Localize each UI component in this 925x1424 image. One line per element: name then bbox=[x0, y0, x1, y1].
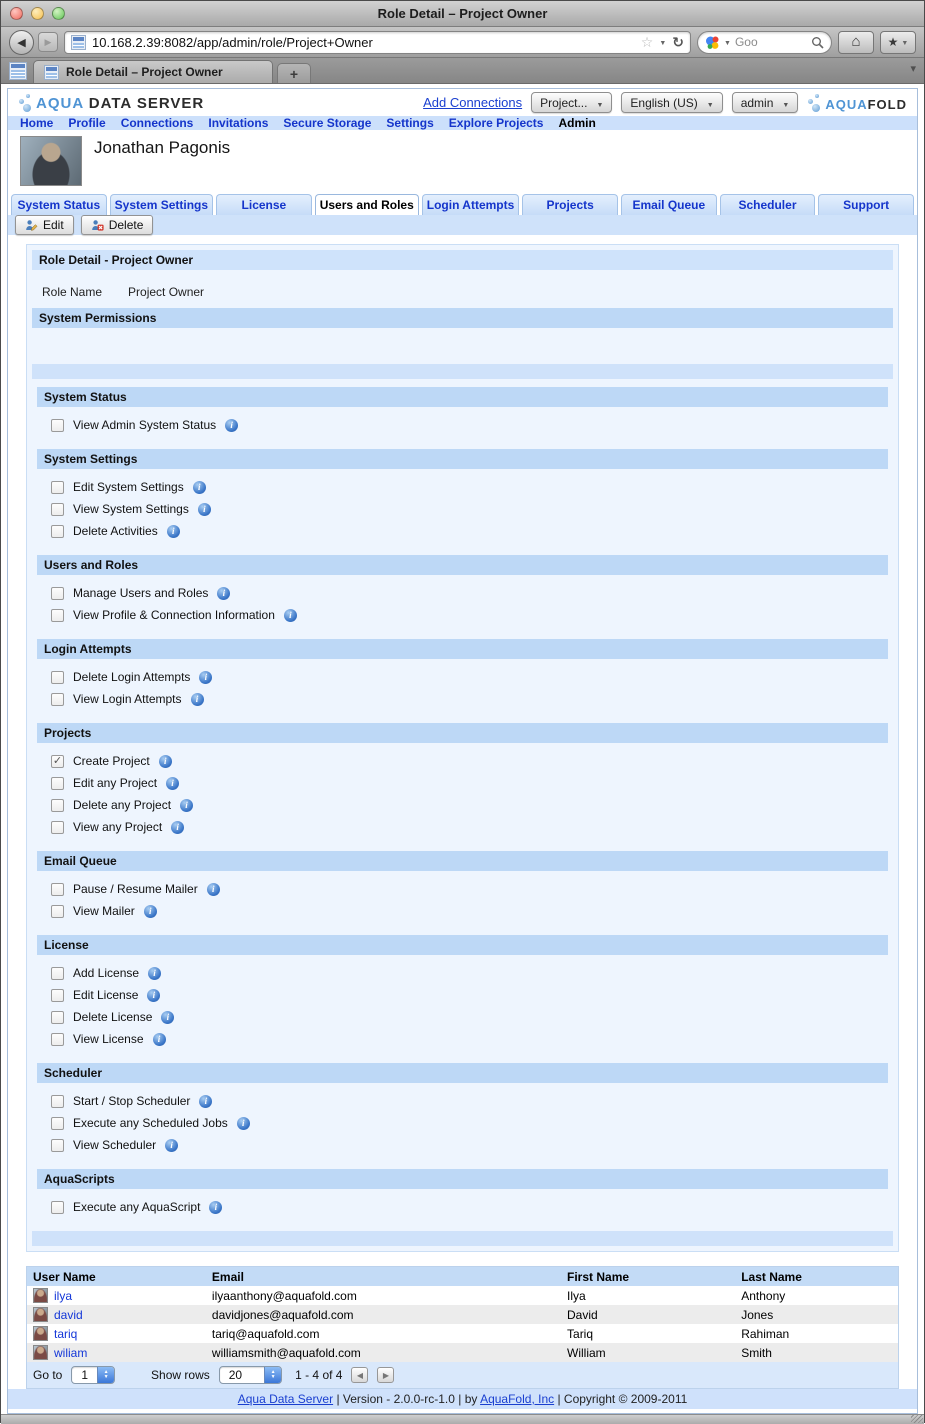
nav-item-profile[interactable]: Profile bbox=[68, 116, 106, 130]
permission-checkbox[interactable] bbox=[51, 1011, 64, 1024]
permission-item bbox=[37, 1090, 888, 1112]
bubbles-icon bbox=[18, 94, 34, 112]
permission-label: Manage Users and Roles bbox=[73, 586, 209, 600]
info-icon[interactable] bbox=[191, 693, 204, 706]
edit-user-icon bbox=[25, 219, 38, 232]
permission-label: Delete License bbox=[73, 1010, 153, 1024]
section-header: AquaScripts bbox=[37, 1169, 888, 1189]
search-text[interactable]: Goo bbox=[734, 35, 758, 49]
permission-label: Delete any Project bbox=[73, 798, 172, 812]
info-icon[interactable] bbox=[284, 609, 297, 622]
info-icon[interactable] bbox=[144, 905, 157, 918]
table-header-row bbox=[27, 1267, 898, 1286]
section-header: License bbox=[37, 935, 888, 955]
nav-item-connections[interactable]: Connections bbox=[120, 116, 194, 130]
nav-item-secure-storage[interactable]: Secure Storage bbox=[283, 116, 372, 130]
stepper-arrows-icon[interactable] bbox=[264, 1367, 281, 1383]
section-aquascripts bbox=[37, 1169, 888, 1218]
user-last-name: Anthony bbox=[741, 1288, 786, 1303]
section-license bbox=[37, 935, 888, 1050]
address-bar[interactable] bbox=[64, 31, 691, 54]
tab-support[interactable]: Support bbox=[818, 194, 914, 215]
user-first-name: Tariq bbox=[567, 1326, 594, 1341]
main-nav bbox=[8, 116, 917, 130]
permission-label: Edit System Settings bbox=[73, 480, 184, 494]
section-login-attempts bbox=[37, 639, 888, 710]
section-header: Users and Roles bbox=[37, 555, 888, 575]
section-email-queue bbox=[37, 851, 888, 922]
search-engine-dropdown-icon[interactable] bbox=[724, 37, 731, 47]
nav-item-settings[interactable]: Settings bbox=[386, 116, 434, 130]
spacer bbox=[32, 328, 893, 364]
permission-checkbox[interactable] bbox=[51, 989, 64, 1002]
divider bbox=[32, 364, 893, 379]
permission-item bbox=[37, 414, 888, 436]
zoom-window-button[interactable] bbox=[52, 7, 65, 20]
logo-aqua: AQUA bbox=[36, 94, 84, 112]
user-name-link[interactable]: wiliam bbox=[54, 1345, 88, 1360]
row-avatar bbox=[33, 1288, 48, 1303]
permission-item bbox=[37, 962, 888, 984]
permission-checkbox[interactable] bbox=[51, 1201, 64, 1214]
permission-checkbox[interactable] bbox=[51, 755, 64, 768]
page-stepper[interactable] bbox=[71, 1366, 115, 1384]
rows-stepper[interactable] bbox=[219, 1366, 282, 1384]
chevron-down-icon bbox=[782, 96, 789, 110]
permission-sections bbox=[37, 387, 888, 1218]
info-icon[interactable] bbox=[161, 1011, 174, 1024]
permission-checkbox[interactable] bbox=[51, 671, 64, 684]
permission-checkbox[interactable] bbox=[51, 967, 64, 980]
role-name-row bbox=[32, 270, 893, 308]
bookmark-star-icon[interactable] bbox=[641, 34, 654, 51]
row-avatar bbox=[33, 1307, 48, 1322]
permission-item bbox=[37, 900, 888, 922]
user-dropdown[interactable] bbox=[732, 92, 799, 113]
system-permissions-header: System Permissions bbox=[32, 308, 893, 328]
permission-checkbox[interactable] bbox=[51, 777, 64, 790]
info-icon[interactable] bbox=[193, 481, 206, 494]
permission-label: View Profile & Connection Information bbox=[73, 608, 275, 622]
tab-projects[interactable]: Projects bbox=[522, 194, 618, 215]
permission-label: Add License bbox=[73, 966, 140, 980]
info-icon[interactable] bbox=[180, 799, 193, 812]
browser-toolbar bbox=[1, 27, 924, 58]
info-icon[interactable] bbox=[199, 1095, 212, 1108]
permission-checkbox[interactable] bbox=[51, 609, 64, 622]
delete-user-icon bbox=[91, 219, 104, 232]
row-avatar bbox=[33, 1345, 48, 1360]
project-dropdown-value: Project... bbox=[540, 95, 588, 110]
user-last-name: Smith bbox=[741, 1345, 772, 1360]
nav-item-invitations[interactable]: Invitations bbox=[208, 116, 269, 130]
column-header-email: Email bbox=[211, 1269, 244, 1284]
table-row[interactable] bbox=[27, 1305, 898, 1324]
nav-item-explore-projects[interactable]: Explore Projects bbox=[448, 116, 544, 130]
permission-item bbox=[37, 1112, 888, 1134]
permission-item bbox=[37, 794, 888, 816]
browser-tab[interactable] bbox=[33, 60, 273, 83]
user-banner bbox=[8, 130, 917, 194]
info-icon[interactable] bbox=[209, 1201, 222, 1214]
user-email: tariq@aquafold.com bbox=[211, 1326, 320, 1341]
site-header bbox=[8, 89, 917, 116]
page-content bbox=[7, 88, 918, 1414]
user-email: davidjones@aquafold.com bbox=[211, 1307, 354, 1322]
permission-checkbox[interactable] bbox=[51, 799, 64, 812]
permission-label: Edit License bbox=[73, 988, 139, 1002]
info-icon[interactable] bbox=[207, 883, 220, 896]
tab-scheduler[interactable]: Scheduler bbox=[720, 194, 816, 215]
tab-system-settings[interactable]: System Settings bbox=[110, 194, 213, 215]
permission-label: Edit any Project bbox=[73, 776, 158, 790]
admin-tabs bbox=[8, 194, 917, 215]
site-footer bbox=[8, 1389, 917, 1409]
permission-label: View Admin System Status bbox=[73, 418, 217, 432]
bookmarks-dropdown-icon bbox=[901, 37, 908, 47]
back-button[interactable] bbox=[9, 30, 34, 55]
section-header: System Settings bbox=[37, 449, 888, 469]
minimize-window-button[interactable] bbox=[31, 7, 44, 20]
search-input[interactable] bbox=[697, 31, 832, 54]
permission-checkbox[interactable] bbox=[51, 587, 64, 600]
permission-checkbox[interactable] bbox=[51, 503, 64, 516]
section-header: Email Queue bbox=[37, 851, 888, 871]
role-name-value: Project Owner bbox=[128, 285, 205, 299]
permission-label: Execute any Scheduled Jobs bbox=[73, 1116, 228, 1130]
user-email: williamsmith@aquafold.com bbox=[211, 1345, 361, 1360]
magnifier-icon[interactable] bbox=[811, 36, 824, 49]
permission-label: View Mailer bbox=[73, 904, 135, 918]
edit-button[interactable] bbox=[15, 215, 74, 235]
section-header: System Status bbox=[37, 387, 888, 407]
info-icon[interactable] bbox=[147, 989, 160, 1002]
forward-button[interactable] bbox=[38, 32, 58, 52]
section-scheduler bbox=[37, 1063, 888, 1156]
home-button[interactable] bbox=[838, 31, 874, 54]
tab-license[interactable]: License bbox=[216, 194, 312, 215]
aqua-data-server-logo bbox=[18, 94, 204, 112]
info-icon[interactable] bbox=[165, 1139, 178, 1152]
permission-item bbox=[37, 772, 888, 794]
info-icon[interactable] bbox=[159, 755, 172, 768]
section-header: Login Attempts bbox=[37, 639, 888, 659]
user-first-name: Ilya bbox=[567, 1288, 586, 1303]
user-avatar bbox=[20, 136, 82, 186]
traffic-lights bbox=[10, 7, 65, 20]
previous-page-button[interactable] bbox=[351, 1367, 368, 1383]
permission-item bbox=[37, 476, 888, 498]
language-dropdown-value: English (US) bbox=[630, 95, 698, 110]
page-stepper-value: 1 bbox=[81, 1368, 89, 1382]
nav-item-home[interactable]: Home bbox=[20, 116, 54, 130]
permission-checkbox[interactable] bbox=[51, 1117, 64, 1130]
user-first-name: David bbox=[567, 1307, 598, 1322]
info-icon[interactable] bbox=[199, 671, 212, 684]
user-email: ilyaanthony@aquafold.com bbox=[211, 1288, 357, 1303]
permission-checkbox[interactable] bbox=[51, 1033, 64, 1046]
section-system-settings bbox=[37, 449, 888, 542]
permission-checkbox[interactable] bbox=[51, 525, 64, 538]
permission-checkbox[interactable] bbox=[51, 883, 64, 896]
url-text[interactable]: 10.168.2.39:8082/app/admin/role/Project+Owner bbox=[92, 34, 373, 50]
project-dropdown[interactable] bbox=[531, 92, 612, 113]
permission-checkbox[interactable] bbox=[51, 419, 64, 432]
new-tab-button[interactable] bbox=[277, 63, 311, 83]
footer-aqua-data-server-link[interactable]: Aqua Data Server bbox=[237, 1392, 334, 1406]
column-header-first-name: First Name bbox=[567, 1269, 630, 1284]
permission-item bbox=[37, 1028, 888, 1050]
permission-label: View Scheduler bbox=[73, 1138, 157, 1152]
column-header-last-name: Last Name bbox=[741, 1269, 802, 1284]
add-connections-link[interactable]: Add Connections bbox=[423, 95, 523, 110]
info-icon[interactable] bbox=[153, 1033, 166, 1046]
user-first-name: William bbox=[567, 1345, 606, 1360]
bubbles-icon bbox=[807, 94, 823, 112]
table-row[interactable] bbox=[27, 1286, 898, 1305]
role-detail-panel bbox=[26, 244, 899, 1252]
tab-favicon bbox=[44, 65, 59, 80]
permission-item bbox=[37, 984, 888, 1006]
language-dropdown[interactable] bbox=[621, 92, 722, 113]
user-last-name: Jones bbox=[741, 1307, 774, 1322]
info-icon[interactable] bbox=[148, 967, 161, 980]
info-icon[interactable] bbox=[167, 525, 180, 538]
section-header: Projects bbox=[37, 723, 888, 743]
bookmarks-star-icon bbox=[888, 33, 899, 51]
permission-label: View System Settings bbox=[73, 502, 189, 516]
page-favicon bbox=[71, 35, 86, 50]
info-icon[interactable] bbox=[166, 777, 179, 790]
permission-item bbox=[37, 582, 888, 604]
permission-item bbox=[37, 666, 888, 688]
permission-item bbox=[37, 1006, 888, 1028]
permission-label: Delete Login Attempts bbox=[73, 670, 191, 684]
logo-rest: FOLD bbox=[867, 96, 907, 112]
row-avatar bbox=[33, 1326, 48, 1341]
show-rows-label: Show rows bbox=[151, 1368, 210, 1382]
delete-button[interactable] bbox=[81, 215, 154, 235]
permission-item bbox=[37, 604, 888, 626]
next-page-button[interactable] bbox=[377, 1367, 394, 1383]
permission-item bbox=[37, 498, 888, 520]
permission-item bbox=[37, 688, 888, 710]
permission-checkbox[interactable] bbox=[51, 905, 64, 918]
info-icon[interactable] bbox=[217, 587, 230, 600]
section-projects bbox=[37, 723, 888, 838]
window-titlebar bbox=[1, 1, 924, 27]
permission-checkbox[interactable] bbox=[51, 693, 64, 706]
stepper-arrows-icon[interactable] bbox=[97, 1367, 114, 1383]
go-to-label: Go to bbox=[33, 1368, 63, 1382]
permission-label: Create Project bbox=[73, 754, 150, 768]
permission-item bbox=[37, 1134, 888, 1156]
footer-version-text: | Version - 2.0.0-rc-1.0 | by bbox=[333, 1392, 481, 1406]
info-icon[interactable] bbox=[171, 821, 184, 834]
chevron-down-icon bbox=[707, 96, 714, 110]
user-name-link[interactable]: david bbox=[54, 1307, 83, 1322]
logo-rest: DATA SERVER bbox=[88, 94, 205, 112]
permission-checkbox[interactable] bbox=[51, 1095, 64, 1108]
info-icon[interactable] bbox=[237, 1117, 250, 1130]
users-table bbox=[26, 1266, 899, 1389]
table-row[interactable] bbox=[27, 1324, 898, 1343]
permission-label: Execute any AquaScript bbox=[73, 1200, 201, 1214]
section-system-status bbox=[37, 387, 888, 436]
permission-item bbox=[37, 878, 888, 900]
section-users-and-roles bbox=[37, 555, 888, 626]
edit-button-label: Edit bbox=[43, 218, 64, 232]
user-name: Jonathan Pagonis bbox=[94, 138, 231, 157]
permission-checkbox[interactable] bbox=[51, 1139, 64, 1152]
table-pagination bbox=[27, 1362, 898, 1388]
user-dropdown-value: admin bbox=[740, 95, 774, 110]
role-name-label: Role Name bbox=[42, 285, 103, 299]
bookmarks-button[interactable] bbox=[880, 31, 916, 54]
user-last-name: Rahiman bbox=[741, 1326, 790, 1341]
permission-item bbox=[37, 1196, 888, 1218]
tab-login-attempts[interactable]: Login Attempts bbox=[422, 194, 520, 215]
permission-label: View License bbox=[73, 1032, 144, 1046]
reload-icon[interactable] bbox=[672, 34, 684, 51]
permission-label: Delete Activities bbox=[73, 524, 158, 538]
permission-checkbox[interactable] bbox=[51, 821, 64, 834]
footer-copyright-text: | Copyright © 2009-2011 bbox=[554, 1392, 688, 1406]
action-toolbar bbox=[8, 215, 917, 235]
nav-item-admin[interactable]: Admin bbox=[558, 116, 596, 130]
row-range-text: 1 - 4 of 4 bbox=[295, 1368, 343, 1382]
chevron-down-icon bbox=[596, 96, 603, 110]
tab-title: Role Detail – Project Owner bbox=[66, 65, 223, 79]
user-name-link[interactable]: ilya bbox=[54, 1288, 73, 1303]
tab-list-dropdown-icon[interactable] bbox=[910, 59, 916, 77]
tab-system-status[interactable]: System Status bbox=[11, 194, 107, 215]
info-icon[interactable] bbox=[225, 419, 238, 432]
divider bbox=[32, 1231, 893, 1246]
delete-button-label: Delete bbox=[108, 218, 144, 232]
permission-checkbox[interactable] bbox=[51, 481, 64, 494]
permission-label: View any Project bbox=[73, 820, 163, 834]
close-window-button[interactable] bbox=[10, 7, 23, 20]
aquafold-logo bbox=[807, 94, 907, 112]
tab-email-queue[interactable]: Email Queue bbox=[621, 194, 717, 215]
role-detail-title: Role Detail - Project Owner bbox=[32, 250, 893, 270]
user-name-link[interactable]: tariq bbox=[54, 1326, 78, 1341]
table-row[interactable] bbox=[27, 1343, 898, 1362]
permission-item bbox=[37, 520, 888, 542]
home-icon bbox=[851, 33, 860, 51]
tab-strip bbox=[1, 58, 924, 84]
tab-groups-icon[interactable] bbox=[9, 62, 27, 80]
section-header: Scheduler bbox=[37, 1063, 888, 1083]
permission-label: Start / Stop Scheduler bbox=[73, 1094, 191, 1108]
permission-label: Pause / Resume Mailer bbox=[73, 882, 198, 896]
rows-stepper-value: 20 bbox=[228, 1368, 243, 1382]
permission-item bbox=[37, 750, 888, 772]
logo-aqua: AQUA bbox=[825, 96, 868, 112]
permission-label: View Login Attempts bbox=[73, 692, 182, 706]
resize-grip[interactable] bbox=[911, 1414, 923, 1423]
google-logo-icon bbox=[705, 35, 720, 50]
url-dropdown-icon[interactable] bbox=[659, 37, 666, 47]
window-title: Role Detail – Project Owner bbox=[377, 6, 548, 21]
footer-aquafold-link[interactable]: AquaFold, Inc bbox=[480, 1392, 555, 1406]
column-header-user-name: User Name bbox=[33, 1269, 96, 1284]
tab-users-and-roles[interactable]: Users and Roles bbox=[315, 194, 419, 215]
permission-item bbox=[37, 816, 888, 838]
info-icon[interactable] bbox=[198, 503, 211, 516]
